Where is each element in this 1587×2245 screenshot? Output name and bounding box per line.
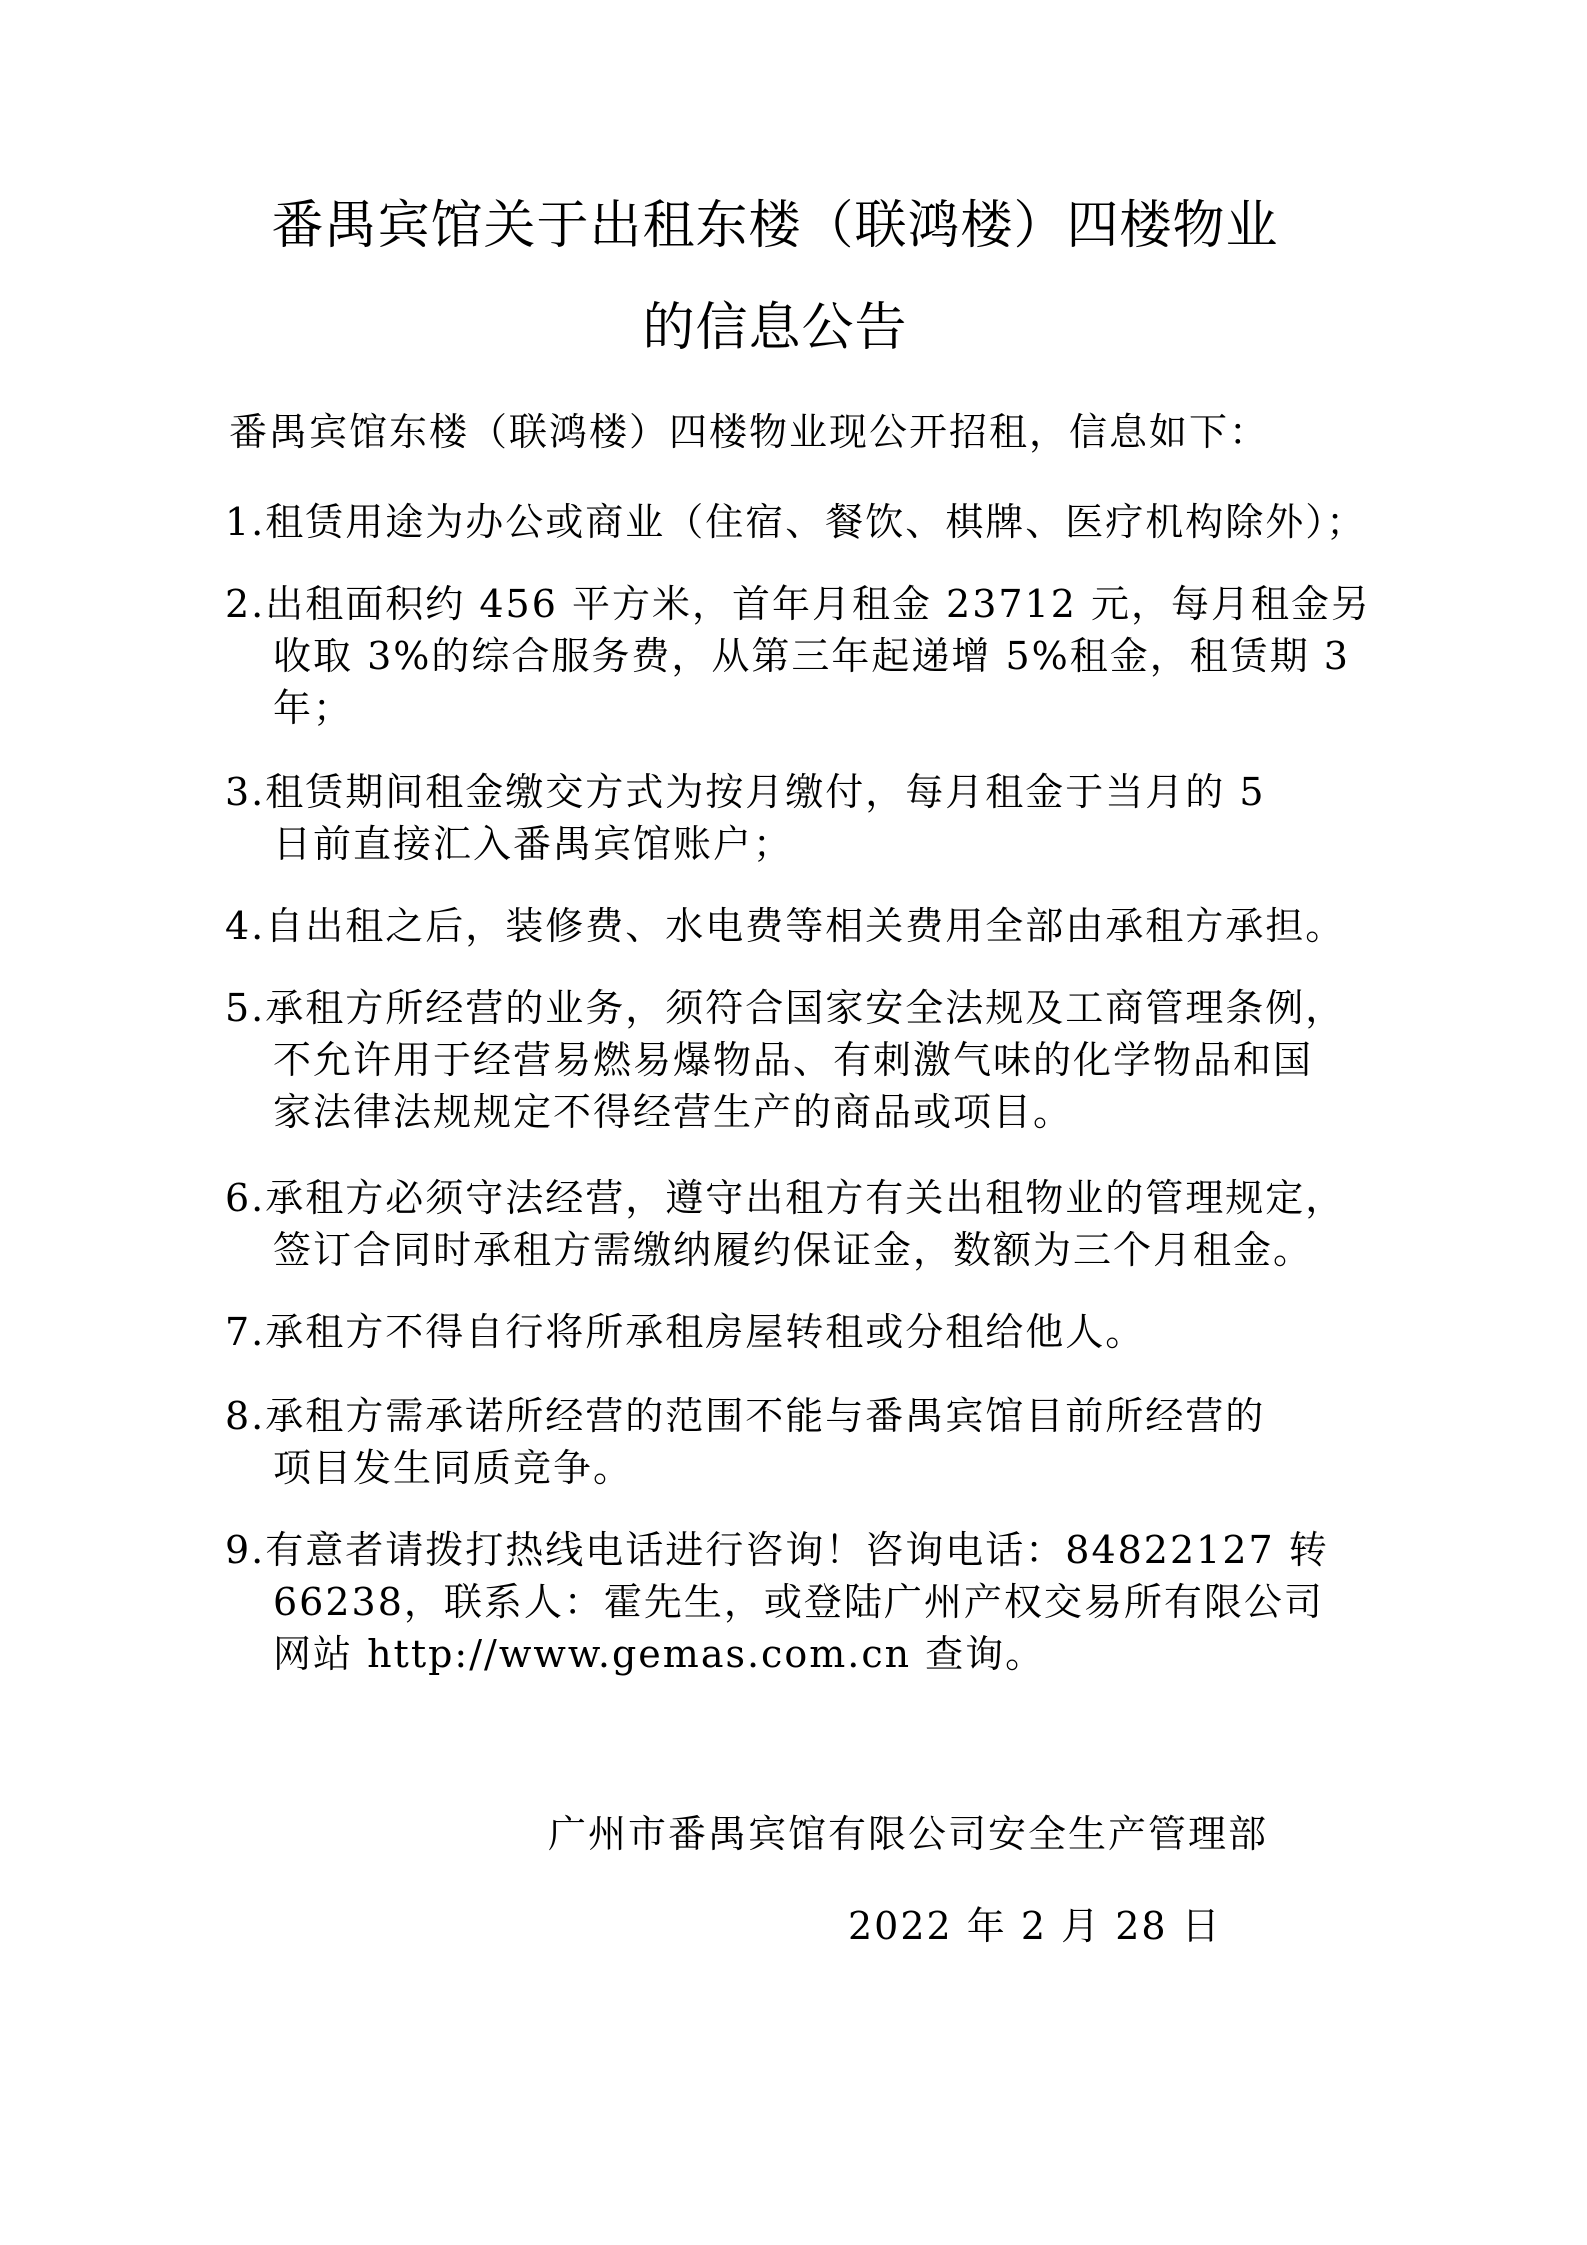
notice-item-3 bbox=[225, 766, 1375, 870]
item-line bbox=[225, 1172, 1375, 1224]
notice-title-line-1: 番禺宾馆关于出租东楼（联鸿楼）四楼物业 bbox=[271, 196, 1279, 256]
item-line: 签订合同时承租方需缴纳履约保证金，数额为三个月租金。 bbox=[273, 1228, 1314, 1272]
notice-intro: 番禺宾馆东楼（联鸿楼）四楼物业现公开招租，信息如下： bbox=[229, 410, 1270, 454]
item-number: 3. bbox=[225, 770, 266, 814]
item-line: 不允许用于经营易燃易爆物品、有刺激气味的化学物品和国 bbox=[273, 1038, 1314, 1082]
item-number: 7. bbox=[225, 1310, 266, 1354]
item-line bbox=[225, 1306, 1375, 1358]
item-text: 有意者请拨打热线电话进行咨询！咨询电话：84822127 转 bbox=[265, 1528, 1329, 1572]
item-number: 9. bbox=[225, 1528, 266, 1572]
item-line: 项目发生同质竞争。 bbox=[273, 1446, 634, 1490]
item-line: 年； bbox=[273, 686, 354, 730]
item-line: 网站 http://www.gemas.com.cn 查询。 bbox=[273, 1632, 1046, 1676]
item-number: 4. bbox=[225, 904, 266, 948]
item-line bbox=[225, 578, 1375, 630]
item-number: 5. bbox=[225, 986, 266, 1030]
item-line bbox=[225, 766, 1375, 818]
item-text: 出租面积约 456 平方米，首年月租金 23712 元，每月租金另 bbox=[265, 582, 1371, 626]
item-text: 租赁期间租金缴交方式为按月缴付，每月租金于当月的 5 bbox=[265, 770, 1266, 814]
notice-item-6 bbox=[225, 1172, 1375, 1276]
notice-item-4 bbox=[225, 900, 1375, 952]
notice-item-8 bbox=[225, 1390, 1375, 1494]
item-line: 日前直接汇入番禺宾馆账户； bbox=[273, 822, 794, 866]
item-line bbox=[225, 1390, 1375, 1442]
item-text: 自出租之后，装修费、水电费等相关费用全部由承租方承担。 bbox=[265, 904, 1346, 948]
item-line bbox=[225, 1524, 1375, 1576]
item-number: 2. bbox=[225, 582, 266, 626]
item-text: 承租方不得自行将所承租房屋转租或分租给他人。 bbox=[265, 1310, 1146, 1354]
item-line: 家法律法规规定不得经营生产的商品或项目。 bbox=[273, 1090, 1074, 1134]
issuer-signature: 广州市番禺宾馆有限公司安全生产管理部 bbox=[548, 1812, 1269, 1856]
notice-item-2 bbox=[225, 578, 1375, 734]
item-line bbox=[225, 900, 1375, 952]
item-number: 8. bbox=[225, 1394, 266, 1438]
item-text: 承租方所经营的业务，须符合国家安全法规及工商管理条例， bbox=[265, 986, 1346, 1030]
item-text: 承租方必须守法经营，遵守出租方有关出租物业的管理规定， bbox=[265, 1176, 1346, 1220]
item-line: 66238，联系人：霍先生，或登陆广州产权交易所有限公司 bbox=[273, 1580, 1324, 1624]
issue-date: 2022 年 2 月 28 日 bbox=[848, 1904, 1222, 1948]
item-text: 租赁用途为办公或商业（住宿、餐饮、棋牌、医疗机构除外）； bbox=[265, 500, 1367, 544]
notice-item-5 bbox=[225, 982, 1375, 1138]
item-number: 1. bbox=[225, 500, 266, 544]
notice-item-1 bbox=[225, 496, 1375, 548]
notice-item-9 bbox=[225, 1524, 1375, 1680]
item-line bbox=[225, 982, 1375, 1034]
notice-item-7 bbox=[225, 1306, 1375, 1358]
item-line bbox=[225, 496, 1375, 548]
item-number: 6. bbox=[225, 1176, 266, 1220]
item-text: 承租方需承诺所经营的范围不能与番禺宾馆目前所经营的 bbox=[265, 1394, 1266, 1438]
notice-title-line-2: 的信息公告 bbox=[642, 298, 908, 358]
item-line: 收取 3%的综合服务费，从第三年起递增 5%租金，租赁期 3 bbox=[273, 634, 1350, 678]
